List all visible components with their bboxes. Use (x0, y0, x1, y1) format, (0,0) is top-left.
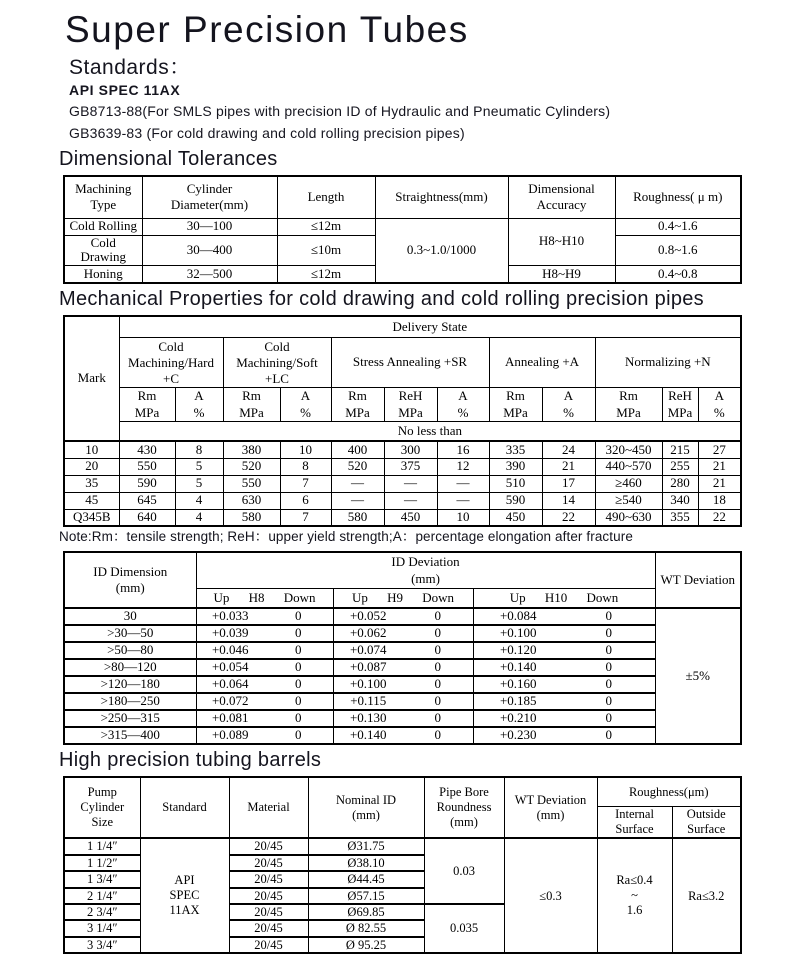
table-cell: API SPEC 11AX (140, 838, 229, 953)
table-cell: ≤12m (277, 266, 375, 283)
table-cell: — (331, 492, 384, 509)
table-cell: 6 (280, 492, 331, 509)
table-cell: 0.3~1.0/1000 (375, 218, 508, 283)
table-cell: 340 (662, 492, 698, 509)
table-cell: Dimensional Accuracy (508, 176, 615, 218)
table-cell: Stress Annealing +SR (331, 338, 489, 388)
table-cell: Ø69.85 (308, 904, 424, 920)
table-cell: H8~H9 (508, 266, 615, 283)
table-cell: 7 (280, 475, 331, 492)
table-cell: +0.230 (473, 727, 563, 744)
table-cell: ID Dimension (mm) (64, 552, 196, 608)
table-cell: >250—315 (64, 710, 196, 727)
table-cell: Ø31.75 (308, 838, 424, 854)
mechanical-properties-table (63, 315, 742, 528)
table-cell: 20/45 (229, 838, 308, 854)
table-cell: Rm MPa (331, 388, 384, 422)
table-cell: 0 (264, 659, 333, 676)
mechanical-properties-note: Note:Rm：tensile strength; ReH：upper yield strength;A：percentage elongation after fracture (59, 529, 633, 545)
table-cell: 630 (223, 492, 280, 509)
table-cell: >50—80 (64, 642, 196, 659)
table-cell: +0.074 (333, 642, 403, 659)
table-cell: 1 1/2″ (64, 855, 140, 871)
table-cell: 0 (403, 625, 473, 642)
table-cell: Ø57.15 (308, 888, 424, 904)
table-cell: 355 (662, 509, 698, 526)
table-cell: Roughness( μ m) (615, 176, 741, 218)
table-cell: Rm MPa (119, 388, 175, 422)
table-cell: +0.087 (333, 659, 403, 676)
table-cell: 0 (264, 642, 333, 659)
table-cell: 0 (563, 693, 655, 710)
table-cell: 590 (489, 492, 542, 509)
table-cell: 0 (563, 642, 655, 659)
table-cell: 450 (489, 509, 542, 526)
standard-line-gb8713: GB8713-88(For SMLS pipes with precision ID of Hydraulic and Pneumatic Cylinders) (69, 103, 611, 119)
table-cell: >30—50 (64, 625, 196, 642)
table-cell: +0.046 (196, 642, 264, 659)
table-cell: 4 (175, 509, 223, 526)
table-cell: 0 (403, 693, 473, 710)
table-cell: >120—180 (64, 676, 196, 693)
table-cell: 22 (542, 509, 595, 526)
table-cell: ≥460 (595, 475, 662, 492)
table-cell: 0 (264, 693, 333, 710)
table-cell: — (437, 492, 489, 509)
table-cell: 490~630 (595, 509, 662, 526)
table-cell: 400 (331, 441, 384, 458)
table-cell: 0 (264, 625, 333, 642)
table-cell: A % (542, 388, 595, 422)
table-cell: 21 (542, 458, 595, 475)
table-cell: 0 (563, 676, 655, 693)
table-cell: 0 (403, 659, 473, 676)
table-cell: 0 (403, 642, 473, 659)
table-cell: 510 (489, 475, 542, 492)
table-cell: +0.084 (473, 608, 563, 625)
table-cell: 550 (119, 458, 175, 475)
table-cell: ID Deviation (mm) (196, 552, 655, 588)
table-cell: 32—500 (142, 266, 277, 283)
table-cell: 14 (542, 492, 595, 509)
table-cell: Ø38.10 (308, 855, 424, 871)
table-cell: Rm MPa (595, 388, 662, 422)
table-cell: 640 (119, 509, 175, 526)
table-cell: >315—400 (64, 727, 196, 744)
table-cell: 12 (437, 458, 489, 475)
table-cell: 0 (563, 727, 655, 744)
table-cell: 390 (489, 458, 542, 475)
table-cell: +0.062 (333, 625, 403, 642)
table-cell: 35 (64, 475, 119, 492)
table-cell: Pump Cylinder Size (64, 777, 140, 839)
table-cell: >80—120 (64, 659, 196, 676)
table-cell: 520 (223, 458, 280, 475)
table-cell: Pipe Bore Roundness (mm) (424, 777, 504, 839)
table-cell: 300 (384, 441, 437, 458)
table-cell: +0.039 (196, 625, 264, 642)
table-cell: +0.033 (196, 608, 264, 625)
table-cell: — (331, 475, 384, 492)
table-cell: Ø 95.25 (308, 937, 424, 953)
table-cell: 5 (175, 458, 223, 475)
tubing-barrels-table (63, 776, 742, 954)
table-cell: 5 (175, 475, 223, 492)
table-cell: 45 (64, 492, 119, 509)
table-cell: >180—250 (64, 693, 196, 710)
table-cell: Material (229, 777, 308, 839)
table-cell: ReH MPa (384, 388, 437, 422)
table-cell: 0 (403, 710, 473, 727)
table-cell: +0.100 (333, 676, 403, 693)
table-cell: 450 (384, 509, 437, 526)
table-cell: 0 (563, 659, 655, 676)
table-cell: Length (277, 176, 375, 218)
table-cell: 0 (563, 625, 655, 642)
table-cell: Up H8 Down (196, 588, 333, 608)
table-cell: WT Deviation (655, 552, 741, 608)
table-cell: 2 1/4″ (64, 888, 140, 904)
table-cell: Cold Rolling (64, 218, 142, 235)
table-cell: 8 (175, 441, 223, 458)
table-cell: 20/45 (229, 904, 308, 920)
dimensional-tolerances-table (63, 175, 742, 284)
table-cell: A % (175, 388, 223, 422)
table-cell: +0.115 (333, 693, 403, 710)
table-cell: 580 (223, 509, 280, 526)
table-cell: +0.210 (473, 710, 563, 727)
table-cell: +0.185 (473, 693, 563, 710)
table-cell: Rm MPa (223, 388, 280, 422)
id-deviation-table (63, 551, 742, 745)
table-cell: Roughness(μm) (597, 777, 741, 807)
table-cell: A % (280, 388, 331, 422)
table-cell: Ra≤3.2 (672, 838, 741, 953)
page-title: Super Precision Tubes (65, 9, 469, 50)
table-cell: 0 (264, 608, 333, 625)
table-cell: Delivery State (119, 316, 741, 338)
table-cell: Up H10 Down (473, 588, 655, 608)
table-cell: Internal Surface (597, 807, 672, 839)
table-cell: Honing (64, 266, 142, 283)
table-cell: Straightness(mm) (375, 176, 508, 218)
table-cell: 550 (223, 475, 280, 492)
table-cell: 0 (264, 710, 333, 727)
table-cell: 0.4~0.8 (615, 266, 741, 283)
table-cell: 520 (331, 458, 384, 475)
table-cell: 0 (264, 727, 333, 744)
table-cell: 0.4~1.6 (615, 218, 741, 235)
table-cell: 30—100 (142, 218, 277, 235)
table-cell: WT Deviation (mm) (504, 777, 597, 839)
table-cell: Normalizing +N (595, 338, 741, 388)
table-cell: 21 (698, 475, 741, 492)
table-cell: +0.130 (333, 710, 403, 727)
table-cell: 2 3/4″ (64, 904, 140, 920)
table-cell: Ra≤0.4 ~ 1.6 (597, 838, 672, 953)
table-cell: 30 (64, 608, 196, 625)
table-cell: 22 (698, 509, 741, 526)
table-cell: 21 (698, 458, 741, 475)
table-cell: ≤0.3 (504, 838, 597, 953)
table-cell: 430 (119, 441, 175, 458)
table-cell: 215 (662, 441, 698, 458)
table-cell: +0.089 (196, 727, 264, 744)
table-cell: 0.8~1.6 (615, 235, 741, 266)
table-cell: 280 (662, 475, 698, 492)
table-cell: ≤10m (277, 235, 375, 266)
table-cell: +0.120 (473, 642, 563, 659)
table-cell: ReH MPa (662, 388, 698, 422)
table-cell: 590 (119, 475, 175, 492)
table-cell: 3 3/4″ (64, 937, 140, 953)
table-cell: 0 (264, 676, 333, 693)
table-cell: ≤12m (277, 218, 375, 235)
table-cell: Nominal ID (mm) (308, 777, 424, 839)
table-cell: 24 (542, 441, 595, 458)
table-cell: 18 (698, 492, 741, 509)
section-heading-mechanical-properties: Mechanical Properties for cold drawing and cold rolling precision pipes (59, 287, 704, 310)
table-cell: 0 (403, 608, 473, 625)
table-cell: Mark (64, 316, 119, 442)
table-cell: 7 (280, 509, 331, 526)
table-cell: Q345B (64, 509, 119, 526)
table-cell: +0.052 (333, 608, 403, 625)
table-cell: +0.072 (196, 693, 264, 710)
table-cell: 0 (403, 727, 473, 744)
table-cell: 645 (119, 492, 175, 509)
table-cell: 380 (223, 441, 280, 458)
table-cell: ±5% (655, 608, 741, 744)
table-cell: No less than (119, 421, 741, 441)
table-cell: — (384, 475, 437, 492)
table-cell: 30—400 (142, 235, 277, 266)
table-cell: Up H9 Down (333, 588, 473, 608)
table-cell: 255 (662, 458, 698, 475)
table-cell: 27 (698, 441, 741, 458)
table-cell: Cylinder Diameter(mm) (142, 176, 277, 218)
table-cell: +0.140 (333, 727, 403, 744)
table-cell: 0 (563, 710, 655, 727)
standard-line-api: API SPEC 11AX (69, 82, 181, 98)
table-cell: — (384, 492, 437, 509)
table-cell: 0 (563, 608, 655, 625)
table-cell: Ø 82.55 (308, 920, 424, 936)
table-cell: +0.064 (196, 676, 264, 693)
table-cell: 580 (331, 509, 384, 526)
table-cell: H8~H10 (508, 218, 615, 266)
section-heading-dimensional-tolerances: Dimensional Tolerances (59, 148, 278, 170)
table-cell: 1 3/4″ (64, 871, 140, 887)
table-cell: 375 (384, 458, 437, 475)
table-cell: ≥540 (595, 492, 662, 509)
table-cell: 335 (489, 441, 542, 458)
table-cell: A % (437, 388, 489, 422)
table-cell: 20 (64, 458, 119, 475)
table-cell: 20/45 (229, 937, 308, 953)
table-cell: 20/45 (229, 888, 308, 904)
table-cell: 16 (437, 441, 489, 458)
table-cell: 20/45 (229, 871, 308, 887)
table-cell: 8 (280, 458, 331, 475)
table-cell: 20/45 (229, 920, 308, 936)
table-cell: 10 (64, 441, 119, 458)
table-cell: — (437, 475, 489, 492)
table-cell: 17 (542, 475, 595, 492)
table-cell: +0.054 (196, 659, 264, 676)
standard-line-gb3639: GB3639-83 (For cold drawing and cold rolling precision pipes) (69, 125, 465, 141)
table-cell: Ø44.45 (308, 871, 424, 887)
table-cell: Machining Type (64, 176, 142, 218)
table-cell: 0.035 (424, 904, 504, 953)
table-cell: +0.160 (473, 676, 563, 693)
table-cell: Cold Drawing (64, 235, 142, 266)
section-heading-tubing-barrels: High precision tubing barrels (59, 748, 322, 771)
table-cell: 440~570 (595, 458, 662, 475)
table-cell: +0.140 (473, 659, 563, 676)
table-cell: A % (698, 388, 741, 422)
table-cell: 0.03 (424, 838, 504, 904)
table-cell: 320~450 (595, 441, 662, 458)
table-cell: +0.081 (196, 710, 264, 727)
table-cell: Annealing +A (489, 338, 595, 388)
table-cell: 10 (280, 441, 331, 458)
table-cell: Outside Surface (672, 807, 741, 839)
table-cell: 10 (437, 509, 489, 526)
table-cell: 3 1/4″ (64, 920, 140, 936)
table-cell: +0.100 (473, 625, 563, 642)
table-cell: 20/45 (229, 855, 308, 871)
table-cell: Rm MPa (489, 388, 542, 422)
table-cell: 0 (403, 676, 473, 693)
table-cell: Cold Machining/Soft +LC (223, 338, 331, 388)
table-cell: Standard (140, 777, 229, 839)
table-cell: 1 1/4″ (64, 838, 140, 854)
table-cell: Cold Machining/Hard +C (119, 338, 223, 388)
standards-heading: Standards： (69, 56, 191, 79)
table-cell: 4 (175, 492, 223, 509)
